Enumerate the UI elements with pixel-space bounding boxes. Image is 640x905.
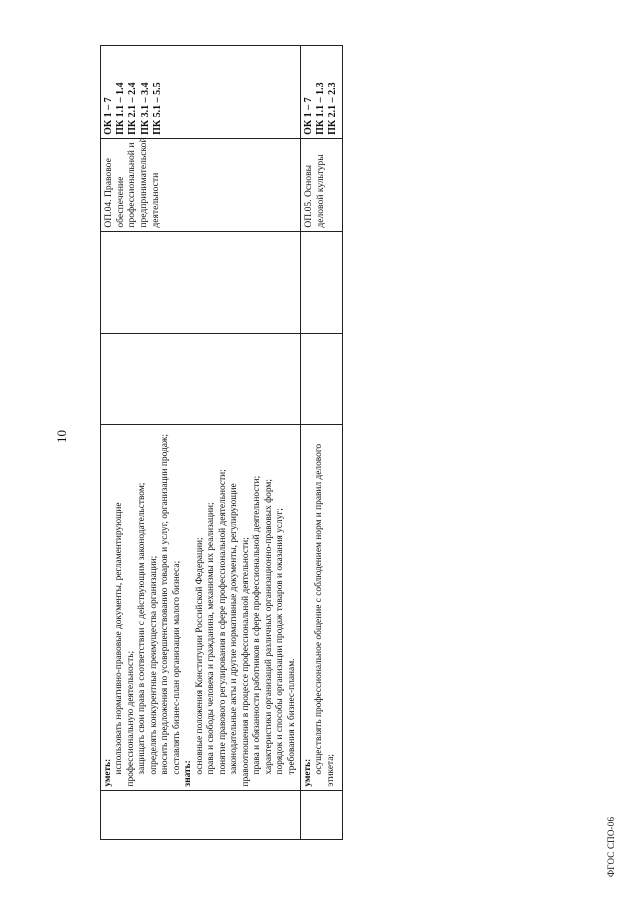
page-number: 10 [54, 430, 69, 443]
hours-cell [300, 231, 342, 333]
competency-code: ПК 1.1 – 1.4 [115, 82, 127, 135]
competencies-cell [101, 46, 301, 139]
competency-code: ПК 2.1 – 2.3 [327, 82, 339, 135]
competency-code: ОК 1 – 7 [103, 97, 114, 135]
competency-code: ПК 5.1 – 5.5 [151, 82, 163, 135]
hours-cell [101, 333, 301, 425]
list-item: права и свободы человека и гражданина, механизмы их реализации; [206, 502, 217, 775]
list-item: характеристики организаций различных организационно-правовых форм; [263, 479, 274, 775]
competency-code: ОК 1 – 7 [302, 97, 314, 135]
table-row [300, 46, 342, 840]
curriculum-table [100, 45, 343, 840]
list-item: составлять бизнес-план организации малого бизнеса; [171, 560, 182, 775]
list-item: законодательные акты и другие нормативные документы, регулирующие правоотношения в процессе профессиональной деятельности; [229, 483, 251, 787]
table-row [101, 46, 301, 840]
competency-code: ПК 1.1 – 1.3 [315, 82, 327, 135]
discipline-cell: ОП.05. Основы деловой культуры [300, 138, 342, 231]
competencies-cell [300, 46, 342, 139]
znat-label: знать: [183, 760, 194, 787]
umet-label: уметь: [103, 758, 113, 787]
list-item: осуществлять профессиональное общение с соблюдением норм и правил делового этикета; [314, 443, 336, 787]
hours-cell [300, 333, 342, 425]
list-item: определять конкурентные преимущества организации; [148, 555, 159, 775]
list-item: защищать свои права в соответствии с действующим законодательством; [137, 482, 148, 775]
index-cell [300, 790, 342, 839]
list-item: понятие правового регулирования в сфере профессиональной деятельности; [217, 469, 228, 775]
list-item: использовать нормативно-правовые документы, регламентирующие профессиональную деятельность; [114, 502, 136, 787]
discipline-cell: ОП.04. Правовое обеспечение профессиональной и предпринимательской деятельности [101, 138, 301, 231]
index-cell [101, 790, 301, 839]
list-item: основные положения Конституции Российской Федерации; [194, 537, 205, 775]
competency-code: ПК 3.1 – 3.4 [139, 82, 151, 135]
umet-label: уметь: [302, 758, 313, 787]
hours-cell [101, 231, 301, 333]
list-item: права и обязанности работников в сфере профессиональной деятельности; [252, 475, 263, 775]
competency-code: ПК 2.1 – 2.4 [127, 82, 139, 135]
list-item: вносить предложения по усовершенствованию товаров и услуг, организации продаж; [160, 433, 171, 775]
requirements-cell [300, 425, 342, 790]
footer-label: ФГОС СПО-06 [606, 816, 616, 877]
list-item: требования к бизнес-планам. [286, 658, 297, 775]
requirements-cell [101, 425, 301, 790]
list-item: порядок и способы организации продаж товаров и оказания услуг; [275, 508, 286, 775]
